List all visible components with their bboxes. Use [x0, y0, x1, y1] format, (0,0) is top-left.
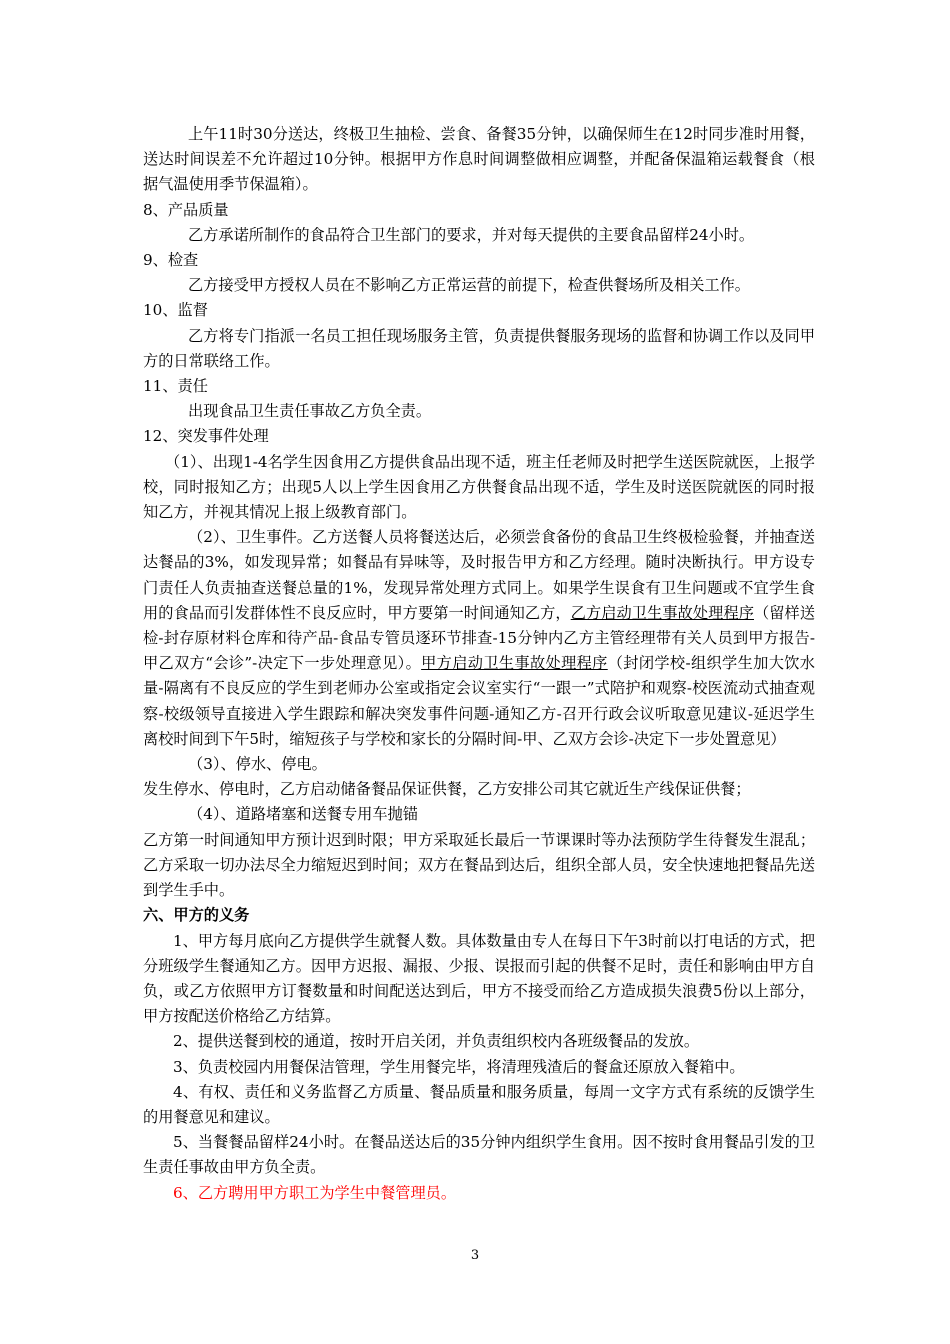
obligation-2: 2、提供送餐到校的通道，按时开启关闭，并负责组织校内各班级餐品的发放。 — [173, 1032, 700, 1051]
obligation-1: 1、甲方每月底向乙方提供学生就餐人数。具体数量由专人在每日下午3时前以打电话的方式，把分班级学生餐通知乙方。因甲方迟报、漏报、少报、误报而引起的供餐不足时，责任和影响由甲方自负，或乙方依照甲方订餐数量和时间配送达到后，甲方不接受而给乙方造成损失浪费5份以上部分，甲方按配送价格给乙方结算。 — [143, 931, 816, 1026]
paragraph-inspection: 乙方接受甲方授权人员在不影响乙方正常运营的前提下，检查供餐场所及相关工作。 — [188, 276, 750, 295]
document-body — [143, 122, 815, 1206]
heading-supervision: 10、监督 — [143, 301, 208, 320]
paragraph-delivery: 上午11时30分送达，终极卫生抽检、尝食、备餐35分钟，以确保师生在12时同步准时用餐，送达时间误差不允许超过10分钟。根据甲方作息时间调整做相应调整，并配备保温箱运载餐食（根据气温使用季节保温箱）。 — [143, 125, 815, 194]
obligation-5: 5、当餐餐品留样24小时。在餐品送达后的35分钟内组织学生食用。因不按时食用餐品引发的卫生责任事故由甲方负全责。 — [143, 1133, 815, 1177]
heading-inspection: 9、检查 — [143, 251, 199, 270]
obligation-3: 3、负责校园内用餐保洁管理，学生用餐完毕，将清理残渣后的餐盒还原放入餐箱中。 — [173, 1057, 745, 1076]
heading-emergency: 12、突发事件处理 — [143, 427, 269, 446]
emergency-2-underline-d: 甲方启动卫生事故处理程序 — [421, 654, 608, 673]
paragraph-emergency-4-detail: 乙方第一时间通知甲方预计迟到时限；甲方采取延长最后一节课课时等办法预防学生待餐发生混乱；乙方采取一切办法尽全力缩短迟到时间；双方在餐品到达后，组织全部人员，安全快速地把餐品先送到学生手中。 — [143, 830, 815, 900]
paragraph-supervision: 乙方将专门指派一名员工担任现场服务主管，负责提供餐服务现场的监督和协调工作以及同甲方的日常联络工作。 — [143, 326, 815, 370]
paragraph-emergency-3: （3）、停水、停电。 — [188, 755, 327, 774]
paragraph-emergency-1: （1）、出现1-4名学生因食用乙方提供食品出现不适，班主任老师及时把学生送医院就医，上报学校，同时报知乙方；出现5人以上学生因食用乙方供餐食品出现不适，学生及时送医院就医的同时报知乙方，并视其情况上报上级教育部门。 — [143, 452, 815, 522]
emergency-2-text-e: （封闭学校-组织学生加大饮水量-隔离有不良反应的学生到老师办公室或指定会议室实行“一跟一”式陪护和观察-校医流动式抽查观察-校级领导直接进入学生跟踪和解决突发事件问题-通知乙方-召开行政会议听取意见建议-延迟学生离校时间到下午5时，缩短孩子与学校和家长的分隔时间-甲、乙双方会诊-决定下一步处置意见） — [143, 654, 815, 748]
paragraph-emergency-4: （4）、道路堵塞和送餐专用车抛锚 — [188, 805, 418, 824]
paragraph-responsibility: 出现食品卫生责任事故乙方负全责。 — [188, 402, 431, 421]
emergency-2-underline-b: 乙方启动卫生事故处理程序 — [570, 603, 754, 622]
obligation-4: 4、有权、责任和义务监督乙方质量、餐品质量和服务质量，每周一文字方式有系统的反馈学生的用餐意见和建议。 — [143, 1082, 815, 1126]
paragraph-emergency-3-detail: 发生停水、停电时，乙方启动储备餐品保证供餐，乙方安排公司其它就近生产线保证供餐； — [143, 780, 751, 799]
heading-product-quality: 8、产品质量 — [143, 200, 229, 219]
emergency-2-text-c: （留样送检-封存原材料仓库和待产品-食品专管员逐环节排查-15分钟内乙方主管经理带有关人员到甲方报告-甲乙双方“会诊”-决定下一步处理意见）。 — [143, 603, 816, 673]
heading-party-a-obligations: 六、甲方的义务 — [143, 906, 250, 925]
heading-responsibility: 11、责任 — [143, 377, 208, 396]
emergency-2-text-a: （2）、卫生事件。乙方送餐人员将餐送达后，必须尝食备份的食品卫生终极检验餐，并抽查送达餐品的3%，如发现异常；如餐品有异味等，及时报告甲方和乙方经理。随时决断执行。甲方设专门责任人负责抽查送餐总量的1%，发现异常处理方式同上。如果学生误食有卫生问题或不宜学生食用的食品而引发群体性不良反应时，甲方要第一时间通知乙方， — [143, 528, 815, 622]
page-number: 3 — [470, 1248, 480, 1263]
paragraph-product-quality: 乙方承诺所制作的食品符合卫生部门的要求，并对每天提供的主要食品留样24小时。 — [188, 225, 755, 244]
paragraph-emergency-2 — [143, 525, 815, 752]
obligation-6: 6、乙方聘用甲方职工为学生中餐管理员。 — [173, 1183, 457, 1202]
